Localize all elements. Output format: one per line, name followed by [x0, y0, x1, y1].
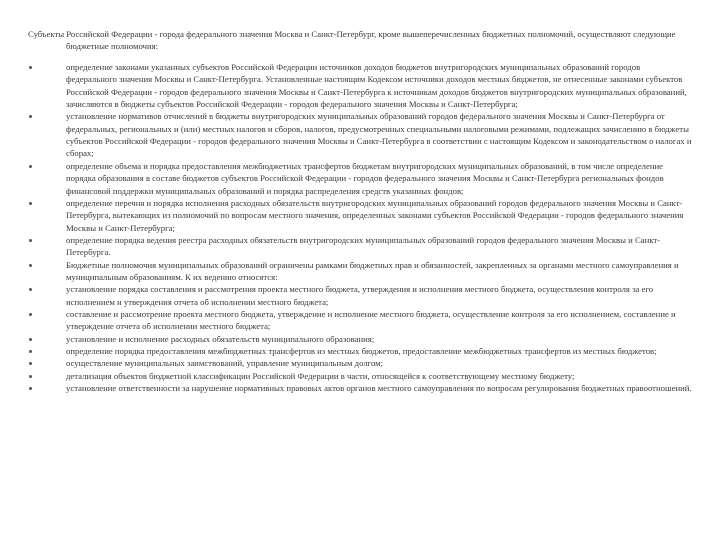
list-item: [28, 345, 693, 357]
bullet-icon: [29, 202, 32, 205]
bullet-icon: [29, 66, 32, 69]
list-item-text: определение объема и порядка предоставления межбюджетных трансфертов бюджетам внутригородских муниципальных образований, в том числе определение порядка образования в составе бюджетов субъектов Российской Федерации - городов федерального значения Москвы и Санкт-Петербурга региональных фондов финансовой поддержки муниципальных образований и порядка распределения средств указанных фондов;: [66, 160, 664, 196]
bullet-icon: [29, 387, 32, 390]
bullet-icon: [29, 338, 32, 341]
list-item: [28, 283, 693, 308]
list-item-text: установление ответственности за нарушение нормативных правовых актов органов местного самоуправления по вопросам регулирования бюджетных правоотношений.: [66, 383, 692, 393]
list-item-text: определение законами указанных субъектов Российской Федерации источников доходов бюджетов внутригородских муниципальных образований городов федерального значения Москвы и Санкт-Петербурга. Установленные настоящим Кодексом источники доходов местных бюджетов, не отнесенные законами субъектов Российской Федерации - городов федерального значения Москвы и Санкт-Петербурга к источникам доходов бюджетов внутригородских муниципальных образований, зачисляются в бюджеты субъектов Российской Федерации - городов федерального значения Москвы и Санкт-Петербурга;: [66, 62, 687, 110]
list-item-text: определение порядка ведения реестра расходных обязательств внутригородских муниципальных образований городов федерального значения Москвы и Санкт-Петербурга.: [66, 234, 661, 258]
list-item-text: Бюджетные полномочия муниципальных образований ограничены рамками бюджетных прав и обязанностей, закрепленных за органами местного самоуправления и муниципальным образованиям. К их ведению относятся:: [66, 259, 679, 282]
list-item-text: определение порядка предоставления межбюджетных трансфертов из местных бюджетов, предоставление межбюджетных трансфертов из местных бюджетов;: [66, 345, 657, 356]
bullet-icon: [29, 362, 32, 365]
list-item-text: установление порядка составления и рассмотрения проекта местного бюджета, утверждения и исполнения местного бюджета, осуществления контроля за его исполнением и утверждения отчета об исполнении местного бюджета;: [66, 284, 654, 307]
list-item-text: определение перечня и порядка исполнения расходных обязательств внутригородских муниципальных образований городов федерального значения Москвы и Санкт-Петербурга, вытекающих из полномочий по вопросам местного значения, определенных законами субъектов Российской Федерации - городов федерального значения Москвы и Санкт-Петербурга;: [66, 197, 684, 233]
document-body: [28, 19, 693, 394]
list-item-text: осуществление муниципальных заимствований, управление муниципальным долгом;: [66, 358, 384, 369]
list-item-text: установление и исполнение расходных обязательств муниципального образования;: [66, 333, 375, 344]
list-item: [28, 61, 693, 110]
list-item: [28, 197, 693, 234]
bullet-icon: [29, 264, 32, 267]
intro-paragraph: Субъекты Российской Федерации - города федерального значения Москва и Санкт-Петербург, кроме вышеперечисленных бюджетных полномочий, осуществляют следующие бюджетные полномочия:: [28, 28, 676, 52]
list-item: [28, 160, 693, 197]
bullet-list: [28, 61, 693, 394]
bullet-icon: [29, 375, 32, 378]
list-item: [28, 382, 693, 394]
list-item-text: составление и рассмотрение проекта местного бюджета, утверждение и исполнение местного бюджета, осуществление контроля за его исполнением, составление и утверждение отчета об исполнении местного бюджета;: [66, 308, 676, 332]
bullet-icon: [29, 313, 32, 316]
list-item: [28, 234, 693, 259]
bullet-icon: [29, 165, 32, 168]
list-item: [28, 308, 693, 333]
bullet-icon: [29, 288, 32, 291]
list-item-text: установление нормативов отчислений в бюджеты внутригородских муниципальных образований городов федерального значения Москвы и Санкт-Петербурга от федеральных, региональных и (или) местных налогов и сборов, налогов, предусмотренных специальными налоговыми режимами, подлежащих зачислению в бюджеты субъектов Российской Федерации - городов федерального значения Москвы и Санкт-Петербурга в соответствии с настоящим Кодексом и законодательством о налогах и сборах;: [66, 111, 692, 159]
list-item: [28, 357, 693, 369]
list-item: [28, 259, 693, 284]
bullet-icon: [29, 239, 32, 242]
list-item: [28, 110, 693, 159]
list-item-text: детализация объектов бюджетной классификации Российской Федерации в части, относящейся к соответствующему местному бюджету;: [66, 370, 575, 381]
list-item: [28, 370, 693, 382]
list-item: [28, 333, 693, 345]
bullet-icon: [29, 350, 32, 353]
bullet-icon: [29, 115, 32, 118]
